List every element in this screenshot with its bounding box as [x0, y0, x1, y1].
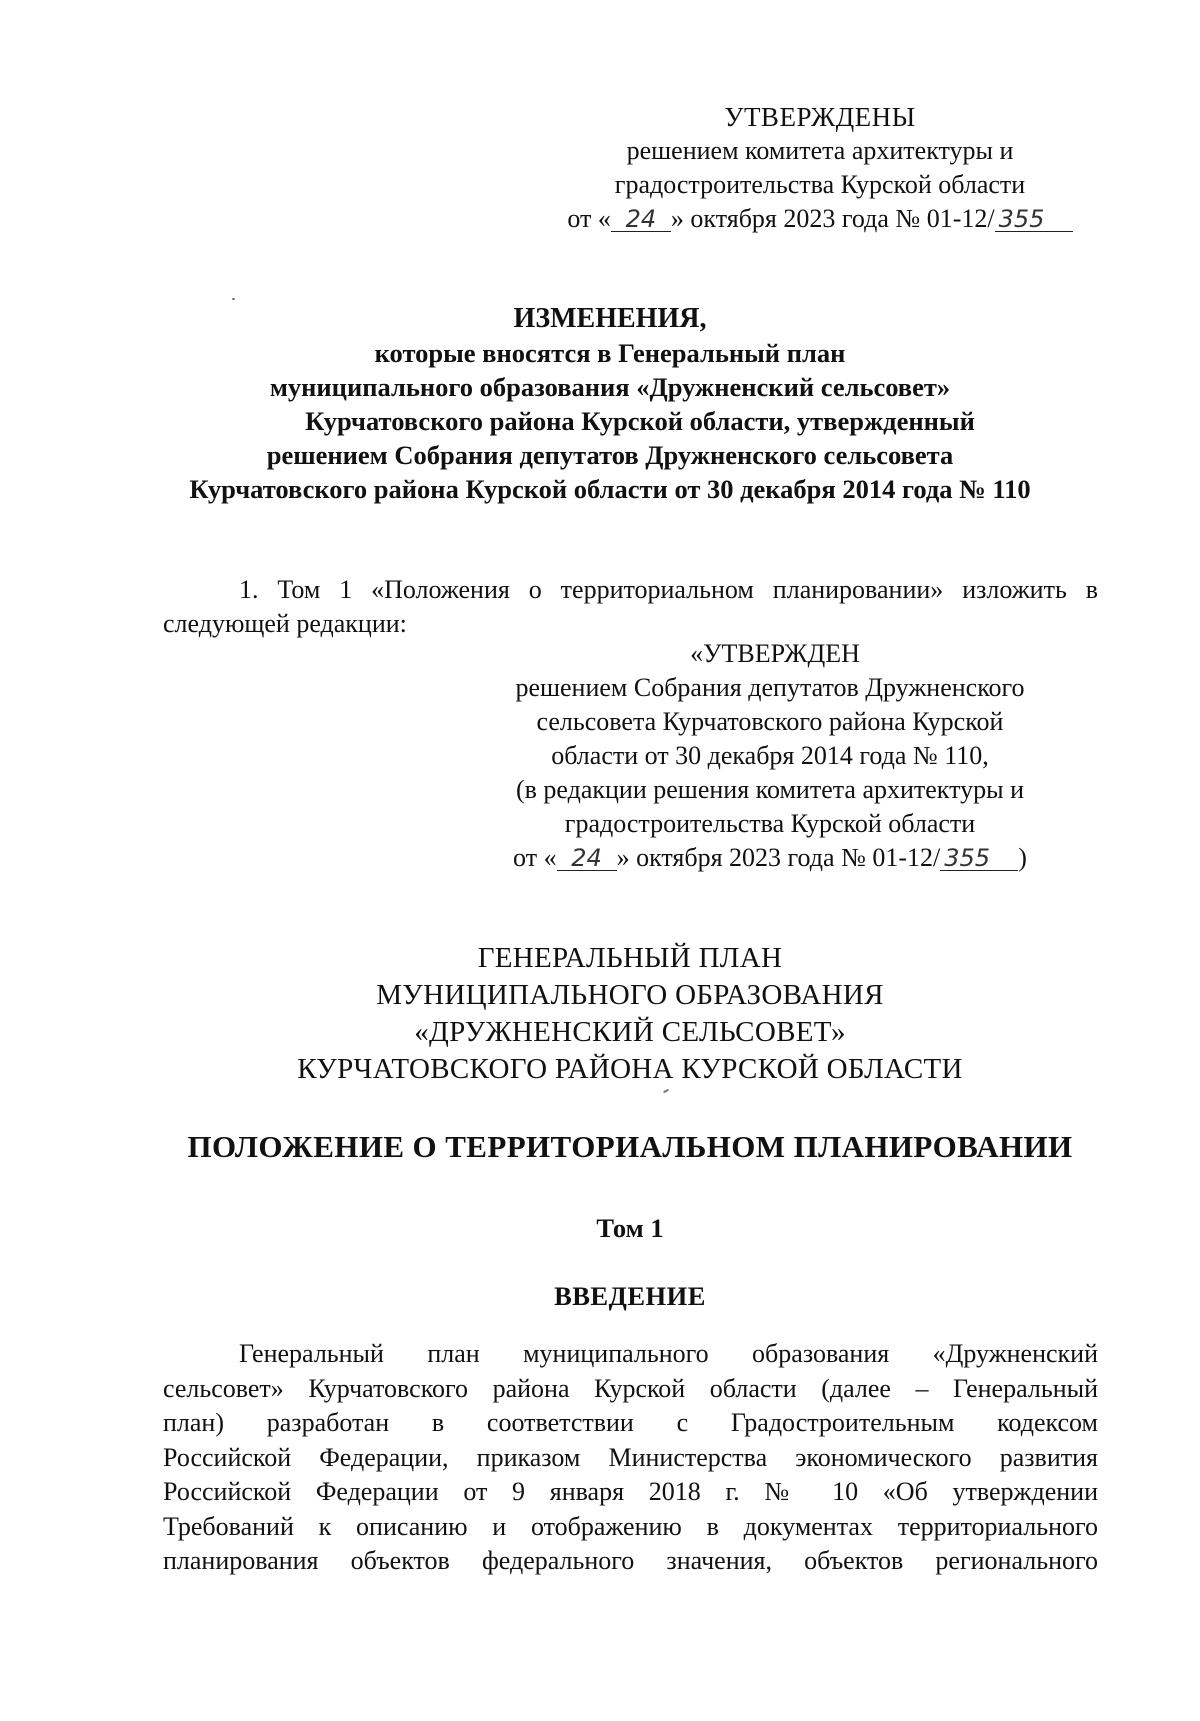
- approval-line-1: решением комитета архитектуры и: [626, 136, 1014, 165]
- volume-label: Том 1: [596, 1213, 664, 1243]
- gp-title-line-2: МУНИЦИПАЛЬНОГО ОБРАЗОВАНИЯ: [376, 979, 884, 1011]
- scan-speck: [663, 1089, 669, 1094]
- handwritten-number: 355: [940, 846, 1018, 871]
- date-prefix: от «: [513, 843, 557, 872]
- changes-line-1: которые вносятся в Генеральный план: [374, 338, 846, 368]
- general-plan-title: [150, 940, 1110, 1088]
- approval2-line-4: (в редакции решения комитета архитектуры и: [515, 775, 1024, 804]
- item-1-text: 1. Том 1 «Положения о территориальном планировании» изложить в следующей редакции:: [163, 575, 1098, 638]
- date-middle: » октября 2023 года № 01-12/: [616, 843, 941, 872]
- approval2-line-1: решением Собрания депутатов Дружненского: [515, 673, 1025, 702]
- date-suffix: ): [1018, 843, 1027, 872]
- gp-title-line-1: ГЕНЕРАЛЬНЫЙ ПЛАН: [477, 942, 783, 974]
- changes-line-3: Курчатовского района Курской области, утвержденный: [305, 406, 975, 436]
- changes-heading: [110, 302, 1110, 506]
- handwritten-day: 24: [611, 207, 671, 232]
- section-title: ПОЛОЖЕНИЕ О ТЕРРИТОРИАЛЬНОМ ПЛАНИРОВАНИИ: [187, 1129, 1073, 1164]
- approval-stamp-second: [470, 637, 1070, 875]
- intro-line: планирования объектов федерального значения, объектов регионального: [163, 1546, 1098, 1575]
- intro-line: план) разработан в соответствии с Градостроительным кодексом: [163, 1408, 1098, 1437]
- intro-line: Требований к описанию и отображению в документах территориального: [163, 1511, 1098, 1541]
- handwritten-number: 355: [995, 207, 1073, 232]
- gp-title-line-3: «ДРУЖНЕНСКИЙ СЕЛЬСОВЕТ»: [414, 1016, 846, 1048]
- approval-stamp-top: [540, 100, 1100, 236]
- changes-line-4: решением Собрания депутатов Дружненского сельсовета: [266, 440, 954, 470]
- approval2-line-3: области от 30 декабря 2014 года № 110,: [551, 741, 989, 770]
- intro-line: Генеральный план муниципального образования «Дружненский: [239, 1339, 1098, 1368]
- intro-line: сельсовет» Курчатовского района Курской области (далее – Генеральный: [163, 1373, 1098, 1403]
- approval2-date-line: [470, 841, 1070, 875]
- date-middle: » октября 2023 года № 01-12/: [670, 204, 995, 233]
- changes-title: ИЗМЕНЕНИЯ,: [513, 303, 707, 334]
- gp-title-line-4: КУРЧАТОВСКОГО РАЙОНА КУРСКОЙ ОБЛАСТИ: [297, 1053, 963, 1085]
- intro-heading: ВВЕДЕНИЕ: [554, 1281, 706, 1311]
- approval-line-2: градостроительства Курской области: [614, 170, 1026, 199]
- approval-title: УТВЕРЖДЕНЫ: [724, 102, 916, 132]
- intro-line: Российской Федерации, приказом Министерства экономического развития: [163, 1442, 1098, 1472]
- approval2-title: «УТВЕРЖДЕН: [690, 639, 860, 668]
- date-prefix: от «: [567, 204, 611, 233]
- changes-line-2: муниципального образования «Дружненский сельсовет»: [269, 372, 951, 402]
- approval2-line-2: сельсовета Курчатовского района Курской: [536, 707, 1004, 736]
- intro-line: Российской Федерации от 9 января 2018 г. № 10 «Об утверждении: [163, 1477, 1098, 1506]
- approval2-line-5: градостроительства Курской области: [564, 809, 976, 838]
- item-1: [163, 573, 1098, 641]
- handwritten-day: 24: [557, 846, 617, 871]
- intro-paragraph: [163, 1337, 1098, 1579]
- scan-speck: [232, 298, 235, 300]
- changes-line-5: Курчатовского района Курской области от 30 декабря 2014 года № 110: [189, 474, 1031, 504]
- approval-date-line: [540, 202, 1100, 236]
